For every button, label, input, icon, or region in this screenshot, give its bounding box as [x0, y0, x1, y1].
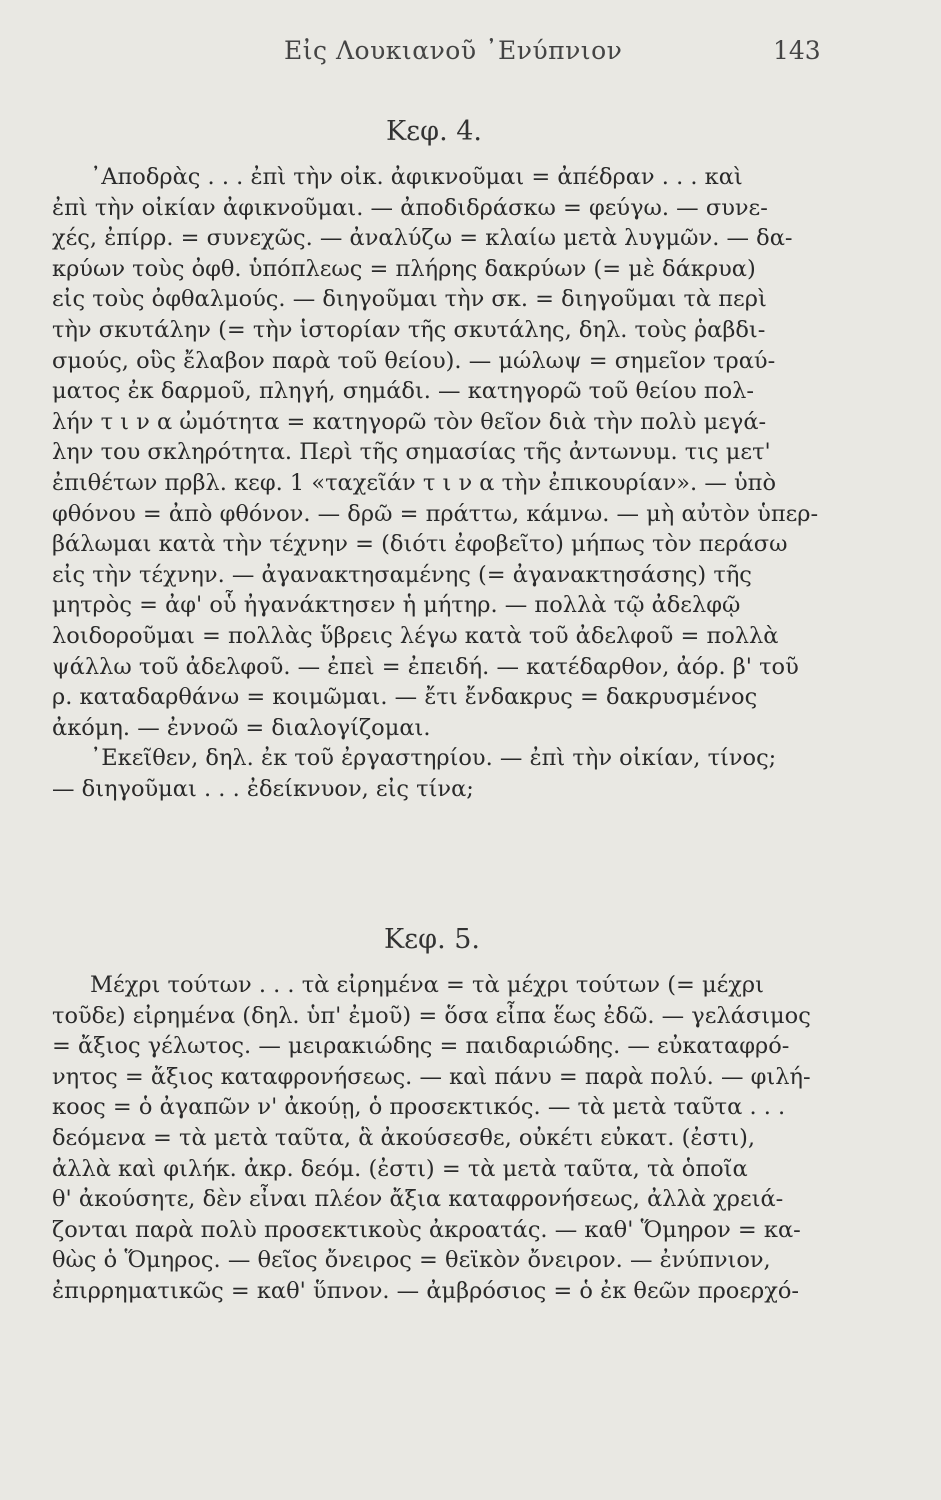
text-line: χές, ἐπίρρ. = συνεχῶς. — ἀναλύζω = κλαίω μετὰ λυγμῶν. — δα-: [52, 225, 793, 252]
text-line: λοιδοροῦμαι = πολλὰς ὕβρεις λέγω κατὰ τοῦ ἀδελφοῦ = πολλὰ: [52, 622, 779, 649]
text-line: τὴν σκυτάλην (= τὴν ἱστορίαν τῆς σκυτάλης, δηλ. τοὺς ῥαβδι-: [52, 316, 766, 343]
text-line: ᾿Αποδρὰς . . . ἐπὶ τὴν οἰκ. ἀφικνοῦμαι = ἀπέδραν . . . καὶ: [90, 164, 743, 190]
text-line: μητρὸς = ἀφ' οὗ ἠγανάκτησεν ἡ μήτηρ. — πολλὰ τῷ ἀδελφῷ: [52, 592, 741, 619]
text-line: ἐπὶ τὴν οἰκίαν ἀφικνοῦμαι. — ἀποδιδράσκω = φεύγω. — συνε-: [52, 194, 768, 221]
text-line: βάλωμαι κατὰ τὴν τέχνην = (διότι ἐφοβεῖτο) μήπως τὸν περάσω: [52, 531, 788, 558]
text-line: σμούς, οὓς ἔλαβον παρὰ τοῦ θείου). — μώλωψ = σημεῖον τραύ-: [52, 347, 776, 374]
text-line: ματος ἐκ δαρμοῦ, πληγή, σημάδι. — κατηγορῶ τοῦ θείου πολ-: [52, 378, 755, 405]
text-line: κρύων τοὺς ὀφθ. ὑπόπλεως = πλήρης δακρύων (= μὲ δάκρυα): [52, 255, 756, 282]
text-line: ζονται παρὰ πολὺ προσεκτικοὺς ἀκροατάς. — καθ' Ὅμηρον = κα-: [52, 1216, 801, 1243]
text-line: θ' ἀκούσητε, δὲν εἶναι πλέον ἄξια καταφρονήσεως, ἀλλὰ χρειά-: [52, 1186, 784, 1213]
text-line: ἀλλὰ καὶ φιλήκ. ἀκρ. δεόμ. (ἐστι) = τὰ μετὰ ταῦτα, τὰ ὁποῖα: [52, 1155, 748, 1182]
text-line: θὼς ὁ Ὅμηρος. — θεῖος ὄνειρος = θεϊκὸν ὄνειρον. — ἐνύπνιον,: [52, 1247, 771, 1274]
text-line: ψάλλω τοῦ ἀδελφοῦ. — ἐπεὶ = ἐπειδή. — κατέδαρθον, ἀόρ. β' τοῦ: [52, 653, 799, 680]
text-line: τοῦδε) εἰρημένα (δηλ. ὑπ' ἐμοῦ) = ὅσα εἶπα ἕως ἐδῶ. — γελάσιμος: [52, 1002, 811, 1029]
text-line: Μέχρι τούτων . . . τὰ εἰρημένα = τὰ μέχρι τούτων (= μέχρι: [90, 972, 764, 998]
text-line: — διηγοῦμαι . . . ἐδείκνυον, εἰς τίνα;: [52, 775, 474, 802]
text-line: ρ. καταδαρθάνω = κοιμῶμαι. — ἔτι ἔνδακρυς = δακρυσμένος: [52, 684, 758, 711]
text-line: νητος = ἄξιος καταφρονήσεως. — καὶ πάνυ = παρὰ πολύ. — φιλή-: [52, 1063, 811, 1090]
running-title: Εἰς Λουκιανοῦ ᾿Ενύπνιον: [284, 36, 623, 65]
text-line: δεόμενα = τὰ μετὰ ταῦτα, ἃ ἀκούσεσθε, οὐκέτι εὐκατ. (ἐστι),: [52, 1124, 756, 1151]
text-line: ἐπιθέτων πρβλ. κεφ. 1 «ταχεῖάν τ ι ν α τὴν ἐπικουρίαν». — ὑπὸ: [52, 469, 777, 496]
text-line: λην του σκληρότητα. Περὶ τῆς σημασίας τῆς ἀντωνυμ. τις μετ': [52, 439, 771, 466]
text-line: εἰς τὴν τέχνην. — ἀγανακτησαμένης (= ἀγανακτησάσης) τῆς: [52, 561, 752, 588]
chapter-5-text: [52, 970, 827, 1307]
page-header: [0, 36, 941, 76]
page-number: 143: [773, 36, 821, 65]
text-line: εἰς τοὺς ὀφθαλμούς. — διηγοῦμαι τὴν σκ. = διηγοῦμαι τὰ περὶ: [52, 286, 767, 313]
text-line: ᾿Εκεῖθεν, δηλ. ἐκ τοῦ ἐργαστηρίου. — ἐπὶ τὴν οἰκίαν, τίνος;: [90, 745, 777, 772]
chapter-heading-4: Κεφ. 4.: [386, 116, 482, 147]
text-line: φθόνου = ἀπὸ φθόνον. — δρῶ = πράττω, κάμνω. — μὴ αὐτὸν ὑπερ-: [52, 500, 819, 527]
text-line: ἐπιρρηματικῶς = καθ' ὕπνον. — ἀμβρόσιος = ὁ ἐκ θεῶν προερχό-: [52, 1277, 800, 1304]
text-line: κοος = ὁ ἀγαπῶν ν' ἀκούῃ, ὁ προσεκτικός. — τὰ μετὰ ταῦτα . . .: [52, 1094, 786, 1121]
text-line: ἀκόμη. — ἐννοῶ = διαλογίζομαι.: [52, 714, 431, 741]
chapter-4-text: [52, 162, 827, 804]
text-line: = ἄξιος γέλωτος. — μειρακιώδης = παιδαριώδης. — εὐκαταφρό-: [52, 1033, 790, 1060]
chapter-heading-5: Κεφ. 5.: [384, 924, 480, 955]
text-line: λήν τ ι ν α ὠμότητα = κατηγορῶ τὸν θεῖον διὰ τὴν πολὺ μεγά-: [52, 408, 767, 435]
